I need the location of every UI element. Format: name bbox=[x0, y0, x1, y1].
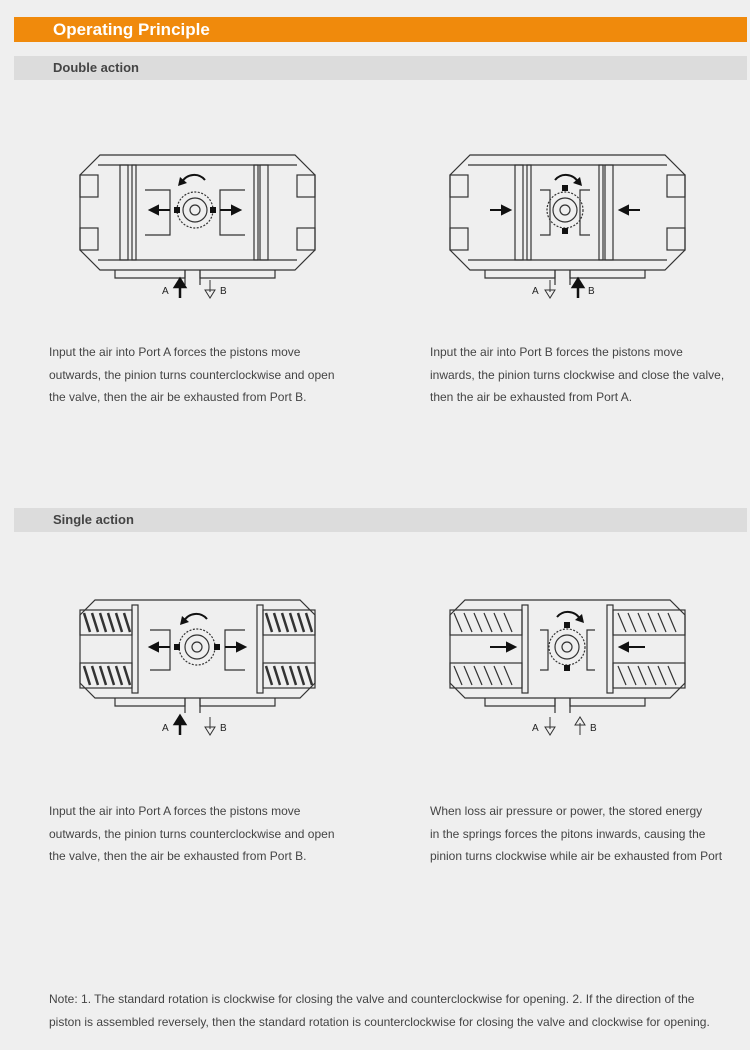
port-a-label: A bbox=[532, 286, 539, 297]
single-action-port-a-description bbox=[49, 800, 369, 868]
port-b-label: B bbox=[590, 723, 597, 734]
port-a-label: A bbox=[162, 286, 169, 297]
description-line: pinion turns clockwise while air be exhausted from Port bbox=[430, 849, 723, 863]
page-title: Operating Principle bbox=[53, 20, 210, 39]
single-action-port-a-diagram bbox=[70, 595, 325, 745]
description-line: then the air be exhausted from Port A. bbox=[430, 390, 633, 404]
double-action-port-a-diagram bbox=[70, 150, 325, 305]
section-header-single-action bbox=[14, 508, 747, 532]
description-line: inwards, the pinion turns clockwise and close the valve, bbox=[430, 367, 725, 382]
description-line: outwards, the pinion turns counterclockwise and open bbox=[49, 826, 335, 841]
page-title-bar bbox=[14, 17, 747, 42]
description-line: When loss air pressure or power, the stored energy bbox=[430, 804, 703, 818]
double-action-port-a-description bbox=[49, 341, 369, 409]
note-line: Note: 1. The standard rotation is clockwise for closing the valve and counterclockwise for opening. 2. If the direction of the bbox=[49, 992, 695, 1006]
description-line: in the springs forces the pitons inwards, causing the bbox=[430, 826, 706, 841]
port-b-label: B bbox=[220, 723, 227, 734]
port-a-label: A bbox=[162, 723, 169, 734]
port-b-label: B bbox=[220, 286, 227, 297]
note-line: piston is assembled reversely, then the standard rotation is counterclockwise for closing the valve and clockwise for opening. bbox=[49, 1014, 710, 1029]
footnote bbox=[49, 988, 739, 1033]
single-action-spring-return-diagram bbox=[440, 595, 695, 745]
description-line: outwards, the pinion turns counterclockwise and open bbox=[49, 367, 335, 382]
section-title: Single action bbox=[53, 512, 134, 527]
description-line: Input the air into Port A forces the pistons move bbox=[49, 804, 301, 818]
description-line: the valve, then the air be exhausted from Port B. bbox=[49, 849, 307, 863]
description-line: Input the air into Port B forces the pistons move bbox=[430, 345, 683, 359]
double-action-port-b-description bbox=[430, 341, 750, 409]
port-b-label: B bbox=[588, 286, 595, 297]
section-title: Double action bbox=[53, 60, 139, 75]
description-line: Input the air into Port A forces the pistons move bbox=[49, 345, 301, 359]
port-a-label: A bbox=[532, 723, 539, 734]
section-header-double-action bbox=[14, 56, 747, 80]
double-action-port-b-diagram bbox=[440, 150, 695, 305]
description-line: the valve, then the air be exhausted from Port B. bbox=[49, 390, 307, 404]
single-action-spring-return-description bbox=[430, 800, 750, 868]
